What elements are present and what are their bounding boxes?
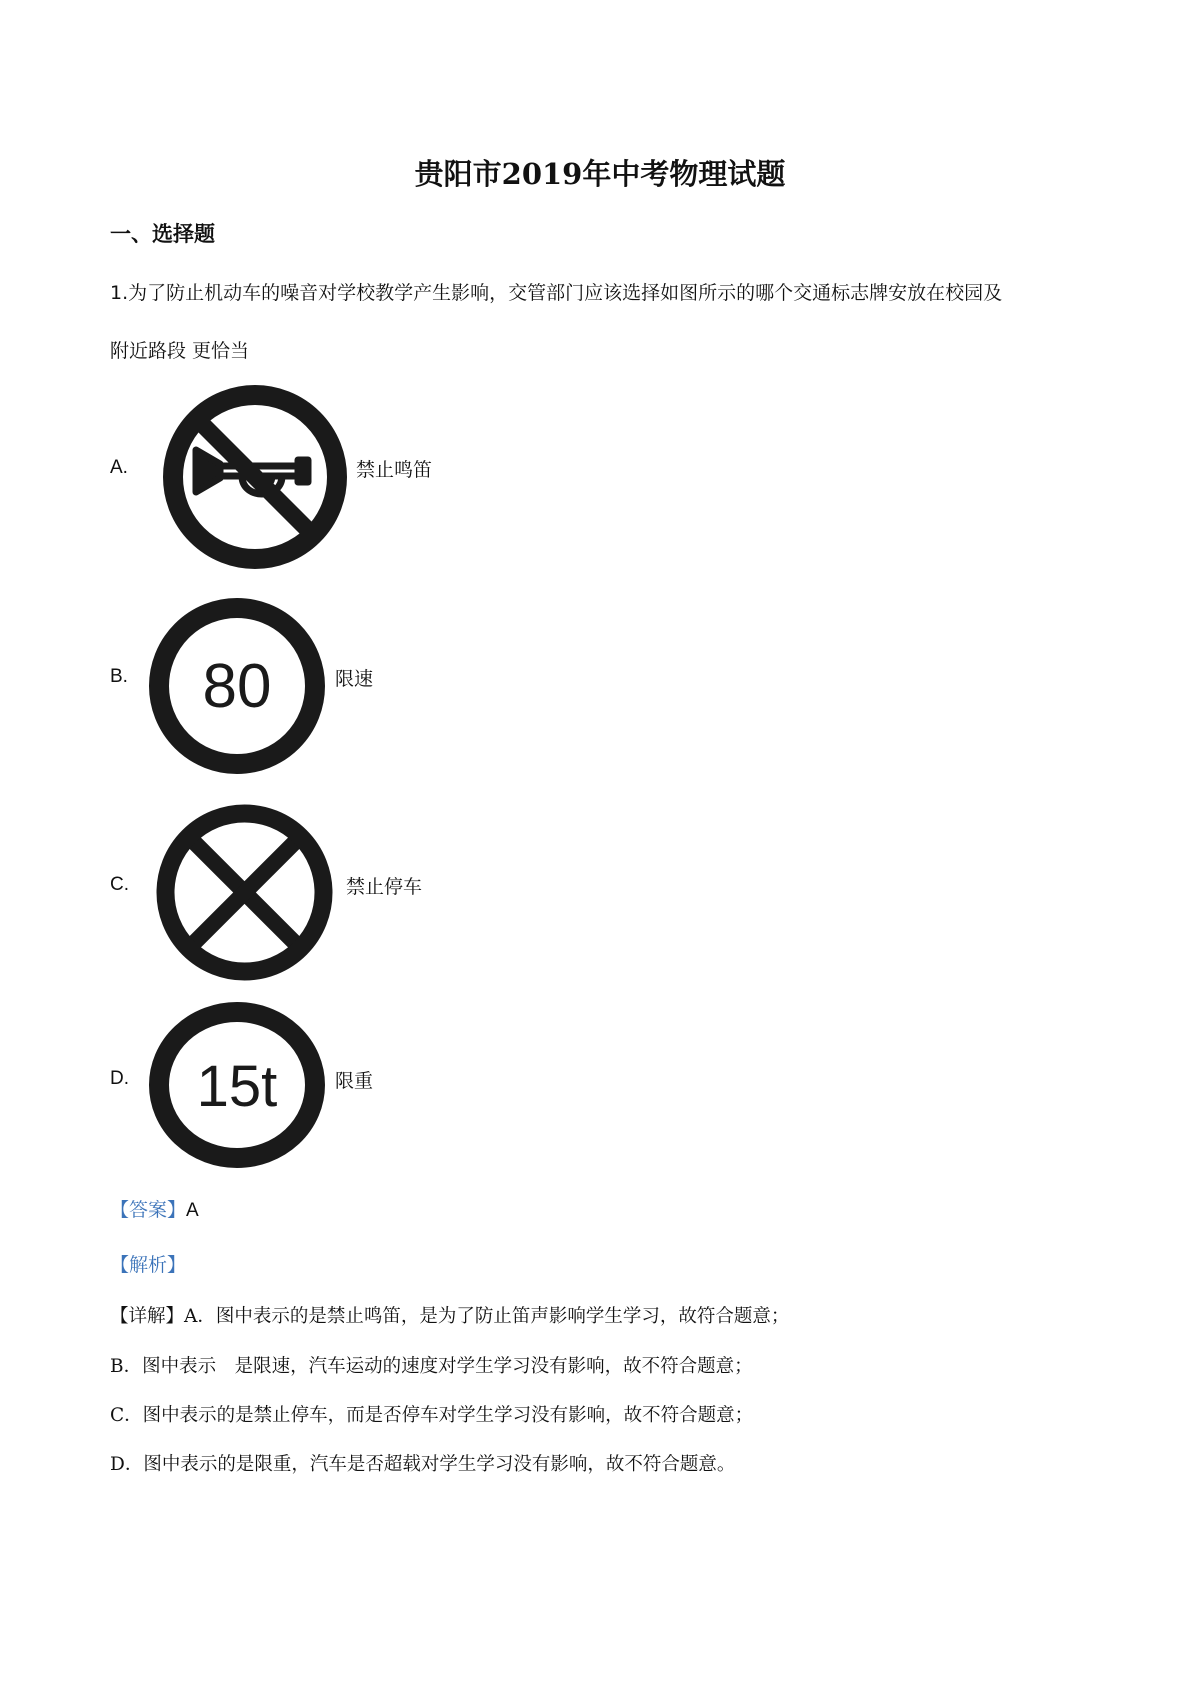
option-a-letter: A. <box>110 457 128 478</box>
option-c-caption: 禁止停车 <box>346 876 423 898</box>
weight-limit-value: 15t <box>196 1054 278 1119</box>
option-c-letter: C. <box>110 874 129 895</box>
option-d-letter: D. <box>110 1068 129 1089</box>
explanation-line-3: C．图中表示的是禁止停车，而是否停车对学生学习没有影响，故不符合题意； <box>110 1405 754 1426</box>
speed-limit-sign-icon <box>146 595 328 777</box>
answer-label: 【答案】 <box>110 1199 187 1221</box>
weight-limit-sign-icon <box>146 1000 328 1170</box>
explanation-line-1: 【详解】A．图中表示的是禁止鸣笛，是为了防止笛声影响学生学习，故符合题意； <box>110 1306 790 1327</box>
option-a-caption: 禁止鸣笛 <box>356 459 433 481</box>
analysis-label: 【解析】 <box>110 1254 187 1276</box>
question-text-line-2: 附近路段 更恰当 <box>110 340 250 362</box>
speed-limit-value: 80 <box>202 652 272 721</box>
no-honking-sign-icon <box>160 382 350 572</box>
section-heading: 一、选择题 <box>110 222 215 246</box>
page-title: 贵阳市2019年中考物理试题 <box>414 157 786 191</box>
answer-line <box>110 1195 199 1222</box>
explanation-line-4: D．图中表示的是限重，汽车是否超载对学生学习没有影响，故不符合题意。 <box>110 1454 736 1475</box>
question-text-line-1: 1.为了防止机动车的噪音对学校教学产生影响，交管部门应该选择如图所示的哪个交通标志牌安放在校园及 <box>110 282 1003 304</box>
no-parking-sign-icon <box>152 800 337 985</box>
option-b-caption: 限速 <box>335 668 374 690</box>
option-d-caption: 限重 <box>335 1070 374 1092</box>
explanation-line-2: B．图中表示 是限速，汽车运动的速度对学生学习没有影响，故不符合题意； <box>110 1356 753 1377</box>
answer-value: A <box>186 1200 199 1221</box>
option-b-letter: B. <box>110 666 128 687</box>
